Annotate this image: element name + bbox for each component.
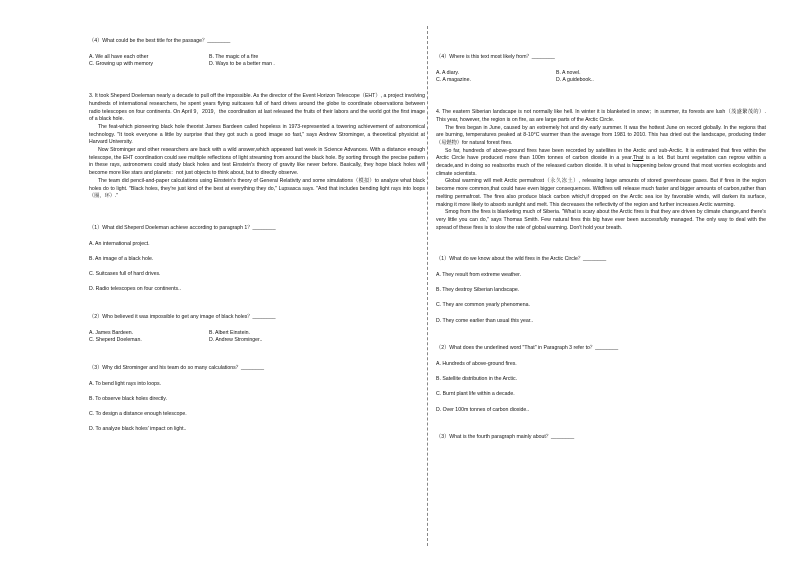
option: D. A guidebook..: [556, 77, 594, 84]
passage-text: is a lot. But burnt vegetation can regrow within a decade,and in doing so reabsorbs much of the released carbon dioxide. It is what is happening below ground that most worries ecologists and climate scientists.: [436, 155, 766, 177]
option: A. Hundreds of above-ground fires.: [436, 361, 517, 368]
option-row: [436, 70, 766, 78]
passage-paragraph: [436, 148, 766, 179]
option: A. We all have each other: [89, 53, 149, 60]
question-stem: （1）What did Sheperd Doeleman achieve according to paragraph 1？________: [89, 224, 276, 231]
option: C. A magazine.: [436, 77, 471, 84]
option: B. A novel.: [556, 69, 581, 76]
option: A. James Bardeen.: [89, 329, 134, 336]
option: C. They are common yearly phenomena.: [436, 302, 530, 309]
option: A. A diary.: [436, 69, 459, 76]
passage-paragraph: 4. The eastern Siberian landscape is not normally like hell. In winter it is blanketed in snow；in summer, its forests are lush（茂盛繁茂的）. This year, however, the region is on fire, as are large parts of the Arctic Circle.: [436, 109, 766, 123]
option: B. An image of a black hole.: [89, 255, 154, 262]
option-row: [89, 330, 425, 338]
option: C. To design a distance enough telescope.: [89, 411, 187, 418]
question-stem: （1）What do we know about the wild fires in the Arctic Circle？________: [436, 256, 607, 263]
question-stem: （3）Why did Strominger and his team do so many calculations？________: [89, 365, 265, 372]
option: A. An international project.: [89, 240, 150, 247]
column-divider: [427, 26, 428, 546]
option-row: [436, 77, 766, 85]
option: D. They come earlier than usual this year..: [436, 317, 534, 324]
option: A. To bend light rays into loops.: [89, 380, 161, 387]
passage-paragraph: Now Strominger and other researchers are back with a wild answer,which appeared last week in Science Advances. With a distance enough telescope, the EHT coordination could see multiple reflections of light streaming from around the black hole. By sorting through the precise pattern in these rays, astronomers could study black holes and test Einstein's theory of gravity like never before. Basically, they hope black holes will become more like stars and planets：not just objects to think about, but to directly observe.: [89, 147, 425, 177]
option: B. They destroy Siberian landscape.: [436, 287, 520, 294]
option: D. Ways to be a better man .: [209, 61, 275, 68]
underlined-word-that: That: [633, 155, 644, 162]
option-row: [89, 337, 425, 345]
option: B. The magic of a fire: [209, 53, 259, 60]
option-row: [89, 61, 425, 69]
question-stem: （4）Where is this text most likely from？________: [436, 54, 555, 60]
passage-text: So far, hundreds of above-ground fires have been recorded by satellites in the Arctic and sub-Arctic. It is estimated that fires within the Arctic Circle have produced more than 100m tonnes of carbon dioxide in a year.: [436, 147, 766, 162]
right-column: [436, 54, 766, 442]
passage-paragraph: 3. It took Sheperd Doeleman nearly a decade to pull off the impossible. As the director of the Event Horizon Telescope（EHT）, a project involving hundreds of international researchers, he spent years flying suitcases full of hard drives around the globe to coordinate observations between radio telescopes on four continents. On April 9，2019，the coordination at last released the fruits of their labors and the world got the first image of a black hole.: [89, 93, 425, 123]
left-column: [89, 38, 425, 434]
option: A. They result from extreme weather.: [436, 272, 521, 279]
passage-paragraph: Global warming will melt Arctic permafrost（永久冻土）, releasing large amounts of stored greenhouse gases. But if fires in the region become more common,that could have even bigger consequences. Wildfires will release much faster and bigger amounts of carbon,rather than melting permafrost. The fires also produce black carbon which,if dropped on the Arctic sea ice by favorable winds, will darken its surface, making it more likely to absorb sunlight and melt. This decreases the reflectivity of the region and further increases Arctic warming.: [436, 178, 766, 208]
passage-paragraph: The team did pencil-and-paper calculations using Einstein's theory of General Relativity and some simulations（模拟）to analyze what black holes do to light. "Black holes, they're just kind of the best at everything they do," Lupsasca says. "And that includes bending light rays into loops（圈，环）.": [89, 177, 425, 200]
question-stem: （4）What could be the best title for the passage？________: [89, 38, 231, 44]
passage-paragraph: The feat-which pioneering black hole theorist James Bardeen called hopeless in 1973-represented a towering achievement of astronomical technology. "It took everyone a little by surprise that they got such a good image so fast," says Andrew Strominger, a theoretical physicist at Harvard University.: [89, 123, 425, 146]
passage-paragraph: The fires began in June, caused by an extremely hot and dry early summer. It was the hottest June on record globally. In the regions that are burning, temperatures peaked at 8-10°C warmer than the average from 1981 to 2010. This has dried out the landscape, producing tinder（易燃物）for natural forest fires.: [436, 124, 766, 146]
option: C. Growing up with memory: [89, 61, 153, 68]
option-row: [89, 54, 425, 62]
option: D. Andrew Strominger..: [209, 337, 263, 344]
option: B. Satellite distribution in the Arctic.: [436, 376, 518, 383]
option: C. Sheperd Doeleman.: [89, 337, 142, 344]
question-stem: （3）What is the fourth paragraph mainly about？________: [436, 434, 575, 441]
passage-paragraph: Smog from the fires is blanketing much of Siberia. "What is scary about the Arctic fires is that they are driven by climate change,and there's very little you can do," says Thomas Smith. Few natural fires this big have ever been successfully managed. The only way to deal with the spread of these fires is to slow the rate of global warming. Don't hold your breath.: [436, 209, 766, 231]
question-stem: （2）What does the underlined word "That" in Paragraph 3 refer to？________: [436, 345, 619, 352]
question-stem: （2）Who believed it was impossible to get any image of black holes？________: [89, 313, 276, 320]
option: C. Burnt plant life within a decade.: [436, 391, 515, 398]
option: D. Over 100m tonnes of carbon dioxide..: [436, 406, 530, 413]
option: B. Albert Einstein.: [209, 329, 250, 336]
option: D. To analyze black holes' impact on light..: [89, 426, 187, 433]
option: C. Suitcases full of hard drives.: [89, 271, 161, 278]
option: D. Radio telescopes on four continents..: [89, 286, 181, 293]
option: B. To observe black holes directly.: [89, 395, 167, 402]
